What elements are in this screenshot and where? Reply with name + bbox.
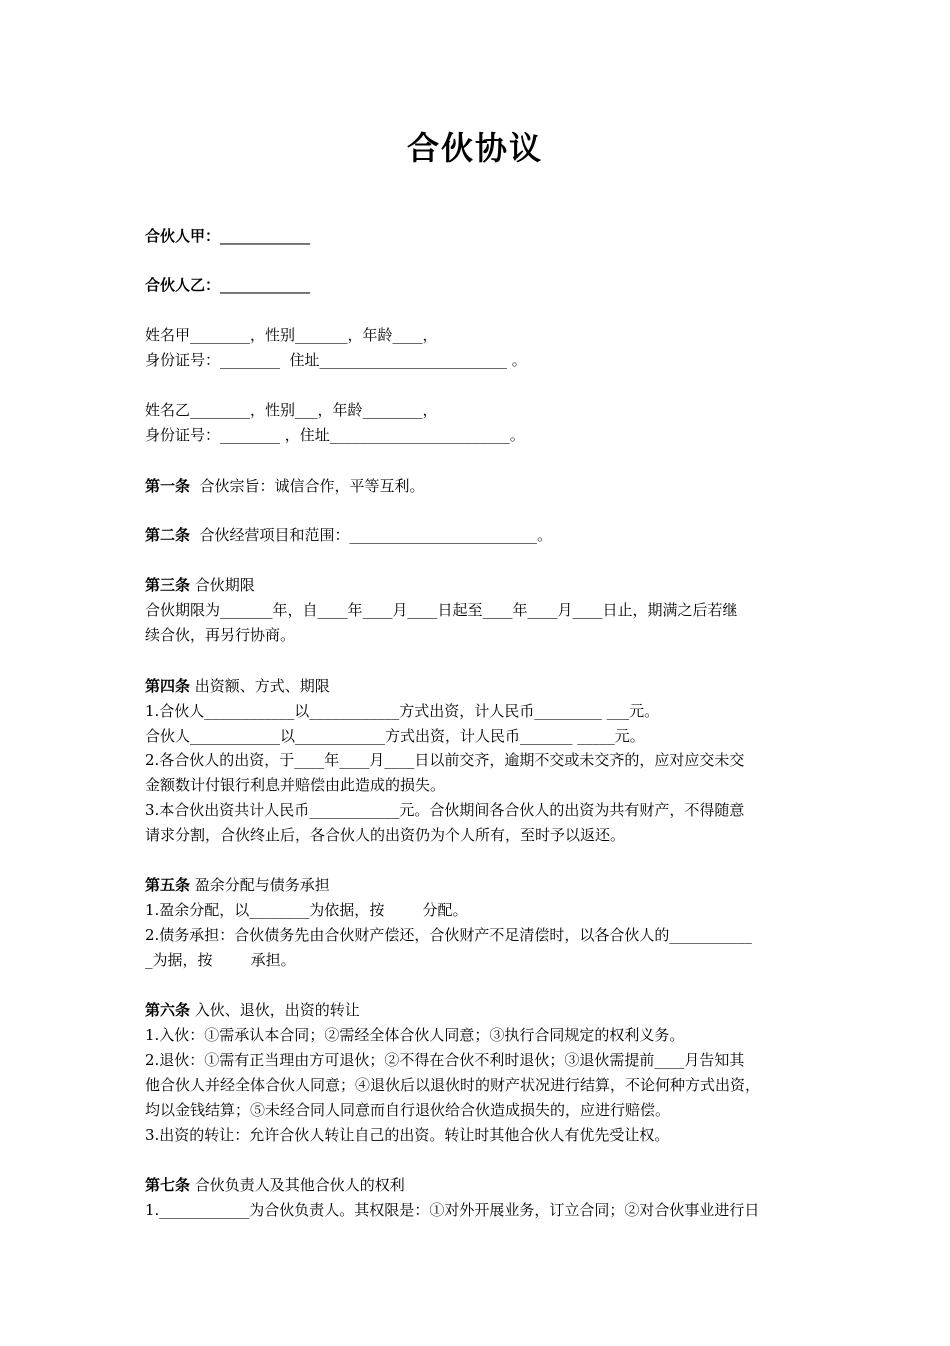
article-6-title-line: [145, 998, 815, 1023]
party-b-label: 合伙人乙：: [145, 276, 221, 294]
article-4-line: 金额数计付银行利息并赔偿由此造成的损失。: [145, 776, 446, 794]
article-6-line: 1.入伙：①需承认本合同；②需经全体合伙人同意；③执行合同规定的权利义务。: [145, 1026, 685, 1044]
party-a-blank: ____________: [220, 227, 311, 245]
article-4-title-line: [145, 674, 815, 699]
article-6-line: 2.退伙：①需有正当理由方可退伙；②不得在合伙不利时退伙；③退伙需提前____月告知其: [145, 1051, 745, 1069]
article-5-title-line: [145, 873, 815, 898]
party-b-blank: ____________: [220, 276, 311, 294]
article-1-text: 合伙宗旨：诚信合作，平等互利。: [190, 477, 425, 495]
article-4-line: 2.各合伙人的出资，于____年____月____日以前交齐，逾期不交或未交齐的，应对应交未交: [145, 751, 745, 769]
person-b-line-1: 姓名乙________，性别___，年龄________，: [145, 401, 438, 419]
article-5-line: 1.盈余分配，以________为依据，按 分配。: [145, 901, 468, 919]
article-4-line: 1.合伙人____________以____________方式出资，计人民币_________ ___元。: [145, 702, 660, 720]
article-6-title: 入伙、退伙，出资的转让: [190, 1001, 360, 1019]
article-6-line: 他合伙人并经全体合伙人同意；④退伙后以退伙时的财产状况进行结算，不论何种方式出资，: [145, 1076, 761, 1094]
person-b-line-2: 身份证号：________ ，住址________________________。: [145, 426, 525, 444]
article-4-line: 合伙人____________以____________方式出资，计人民币_______ _____元。: [145, 727, 645, 745]
article-1: [145, 474, 815, 499]
article-5-heading: 第五条: [145, 876, 191, 894]
article-5-line: _为据，按 承担。: [145, 951, 296, 969]
person-a-line-2: 身份证号：________ 住址_________________________ 。: [145, 351, 527, 369]
article-7-title-line: [145, 1173, 815, 1198]
article-3-line: 续合伙，再另行协商。: [145, 626, 296, 644]
article-2-heading: 第二条: [145, 526, 191, 544]
article-4-title: 出资额、方式、期限: [190, 677, 330, 695]
article-3-line: 合伙期限为_______年，自____年____月____日起至____年____月____日止，期满之后若继: [145, 601, 738, 619]
article-6-line: 均以金钱结算；⑤未经合同人同意而自行退伙给合伙造成损失的，应进行赔偿。: [145, 1101, 671, 1119]
party-a-line: [145, 224, 815, 249]
article-7-heading: 第七条: [145, 1176, 191, 1194]
article-5-title: 盈余分配与债务承担: [190, 876, 330, 894]
article-3-title-line: [145, 573, 815, 598]
party-a-label: 合伙人甲：: [145, 227, 221, 245]
article-7-title: 合伙负责人及其他合伙人的权利: [190, 1176, 405, 1194]
article-1-heading: 第一条: [145, 477, 191, 495]
article-2-text: 合伙经营项目和范围：_________________________。: [190, 526, 553, 544]
article-2: [145, 523, 815, 548]
document-title: 合伙协议: [406, 129, 543, 167]
person-a-line-1: 姓名甲________，性别_______，年龄____，: [145, 326, 438, 344]
article-3-title: 合伙期限: [190, 576, 255, 594]
article-6-heading: 第六条: [145, 1001, 191, 1019]
article-4-heading: 第四条: [145, 677, 191, 695]
article-4-line: 3.本合伙出资共计人民币____________元。合伙期间各合伙人的出资为共有财产，不得随意: [145, 801, 745, 819]
article-3-heading: 第三条: [145, 576, 191, 594]
article-5-line: 2.债务承担：合伙债务先由合伙财产偿还，合伙财产不足清偿时，以各合伙人的___________: [145, 926, 752, 944]
article-4-line: 请求分割，合伙终止后，各合伙人的出资仍为个人所有，至时予以返还。: [145, 826, 626, 844]
article-6-line: 3.出资的转让：允许合伙人转让自己的出资。转让时其他合伙人有优先受让权。: [145, 1126, 670, 1144]
article-7-line: 1.____________为合伙负责人。其权限是：①对外开展业务，订立合同；②对合伙事业进行日: [145, 1201, 760, 1219]
party-b-line: [145, 273, 815, 298]
